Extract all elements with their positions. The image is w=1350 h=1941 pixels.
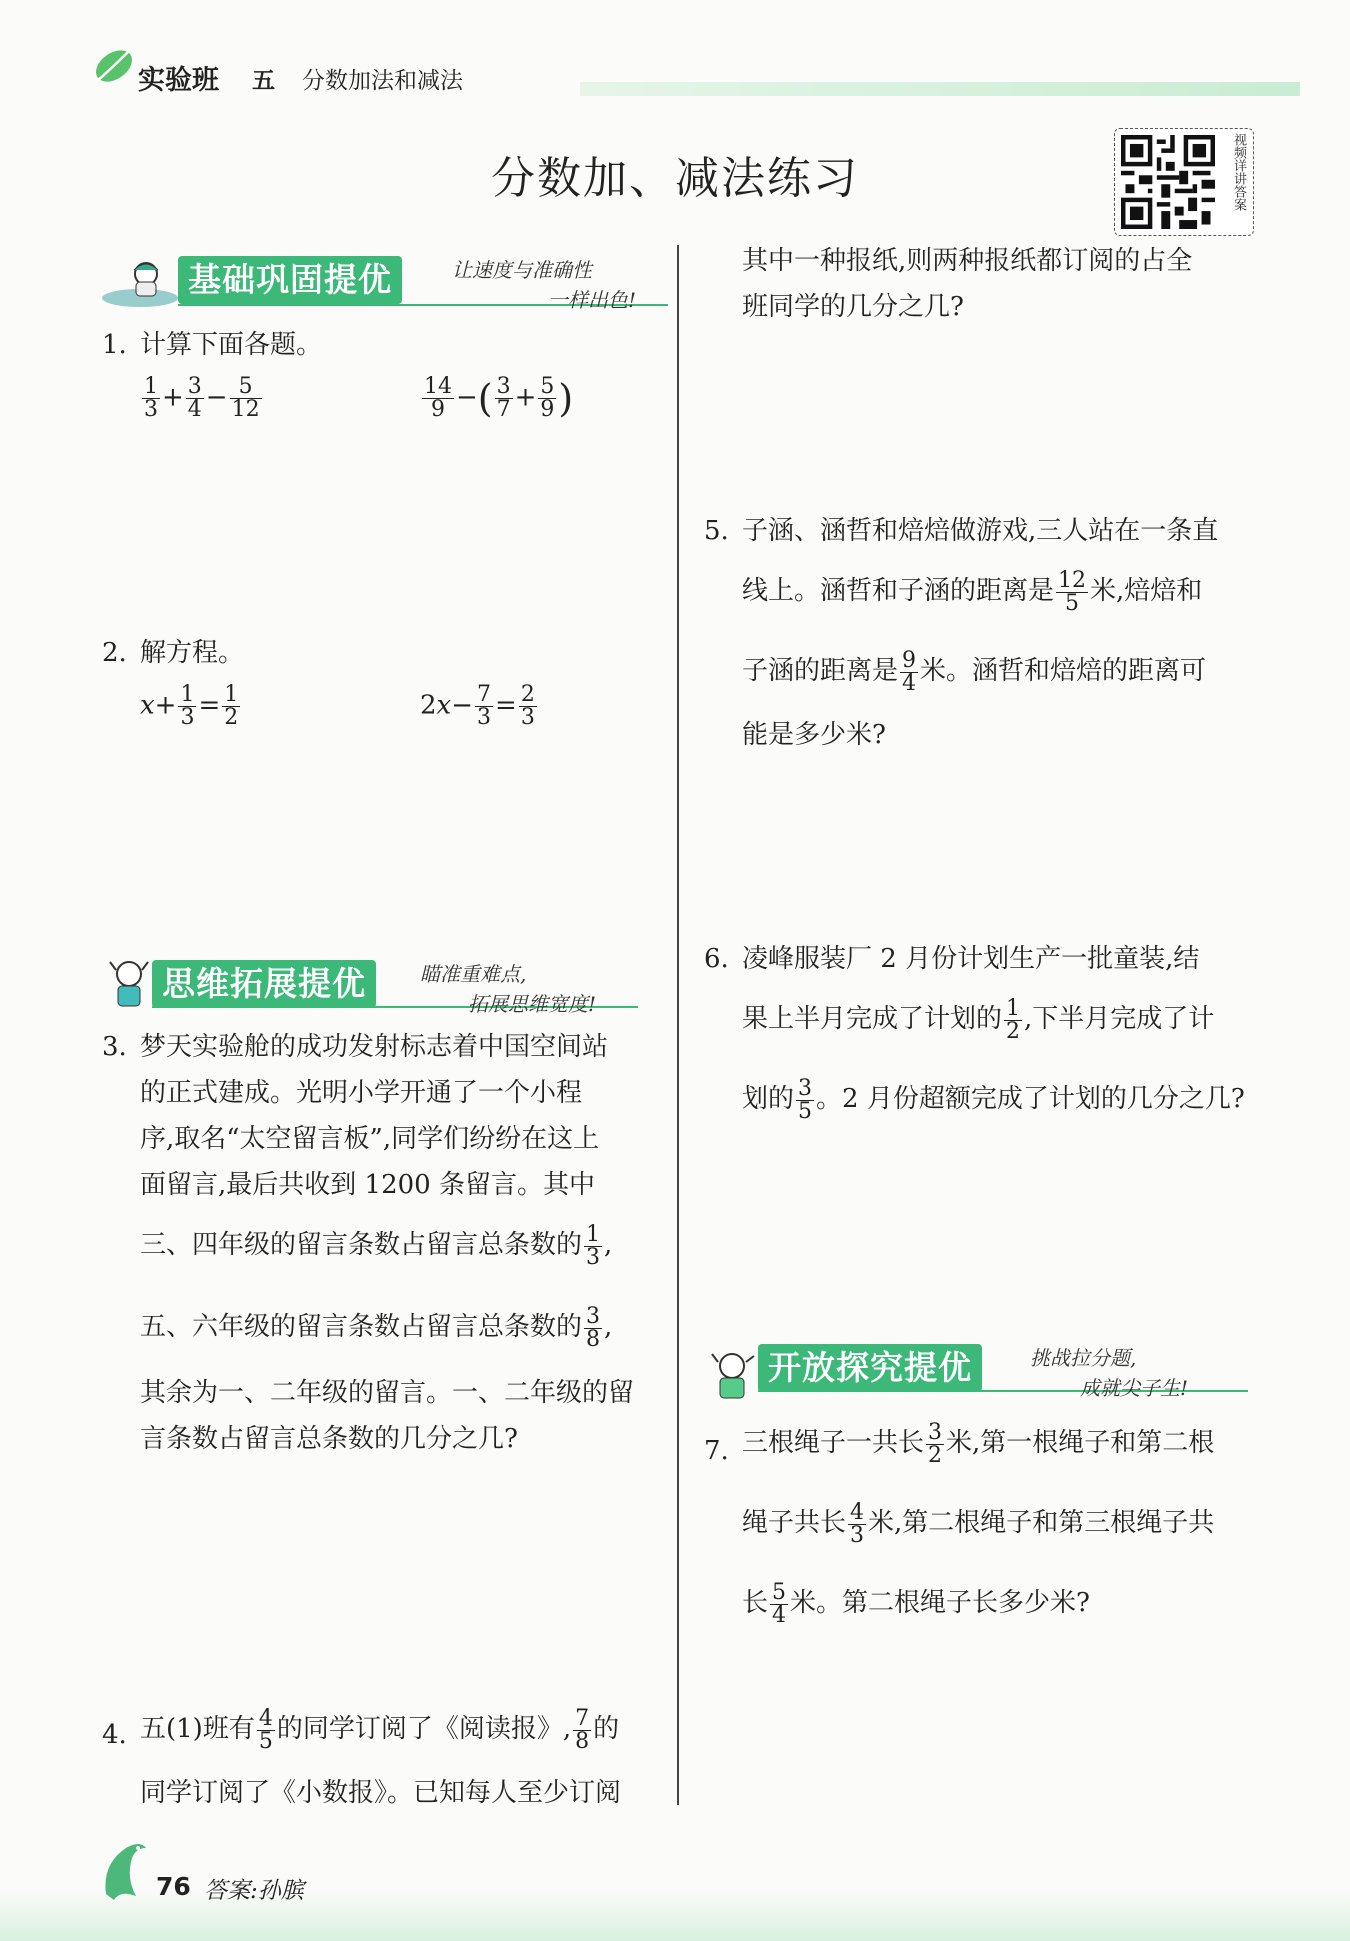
section-thinking-slogan-1: 瞄准重难点,	[420, 962, 527, 986]
q5-line-1: 子涵、涵哲和焙焙做游戏,三人站在一条直	[742, 516, 1219, 546]
q7-number: 7.	[704, 1436, 729, 1466]
q4-line-4: 班同学的几分之几?	[742, 292, 964, 322]
q2-equation-b: 2x− $\frac{7}{3}$ = $\frac{2}{3}$	[420, 682, 535, 730]
q6-line-2: 果上半月完成了计划的 $\frac{1}{2}$ ,下半月完成了计	[742, 995, 1215, 1044]
unit-number: 五	[252, 68, 275, 94]
q1-text: 计算下面各题。	[140, 330, 323, 360]
mascot-thinking-icon	[104, 958, 154, 1014]
page-title: 分数加、减法练习	[491, 153, 859, 204]
mascot-skateboard-icon	[100, 258, 180, 310]
q4-line-3: 其中一种报纸,则两种报纸都订阅的占全	[742, 246, 1193, 276]
q6-line-3: 划的 $\frac{3}{5}$ 。2 月份超额完成了计划的几分之几?	[742, 1075, 1245, 1124]
q5-line-4: 能是多少米?	[742, 720, 886, 750]
section-basic-label: 基础巩固提优	[178, 256, 402, 304]
section-thinking-label: 思维拓展提优	[152, 960, 376, 1008]
qr-block[interactable]	[1114, 128, 1254, 236]
q5-number: 5.	[704, 516, 729, 546]
q3-line-5: 三、四年级的留言条数占留言总条数的 $\frac{1}{3}$ ,	[140, 1221, 613, 1270]
q2-number: 2.	[102, 638, 127, 668]
q1-expression-b: $\frac{14}{9}$ −( $\frac{3}{7}$ + $\frac{5}{9}$ )	[424, 374, 574, 422]
section-basic-slogan-1: 让速度与准确性	[452, 258, 592, 282]
chapter-name: 分数加法和减法	[302, 68, 463, 94]
qr-code-icon[interactable]	[1121, 135, 1215, 229]
q6-number: 6.	[704, 944, 729, 974]
q5-line-3: 子涵的距离是 $\frac{9}{4}$ 米。涵哲和焙焙的距离可	[742, 647, 1207, 696]
q7-line-1: 三根绳子一共长 $\frac{3}{2}$ 米,第一根绳子和第二根	[742, 1419, 1215, 1468]
q3-line-1: 梦天实验舱的成功发射标志着中国空间站	[140, 1032, 609, 1062]
q7-line-3: 长 $\frac{5}{4}$ 米。第二根绳子长多少米?	[742, 1579, 1090, 1628]
q3-line-6: 五、六年级的留言条数占留言总条数的 $\frac{3}{8}$ ,	[140, 1303, 613, 1352]
mascot-explorer-icon	[704, 1348, 760, 1404]
q4-number: 4.	[102, 1720, 127, 1750]
q3-number: 3.	[102, 1032, 127, 1062]
section-open-slogan-1: 挑战拉分题,	[1030, 1346, 1137, 1370]
footer-credit: 答案:孙膑	[204, 1878, 304, 1904]
q3-line-2: 的正式建成。光明小学开通了一个小程	[140, 1078, 583, 1108]
q5-line-2: 线上。涵哲和子涵的距离是 $\frac{12}{5}$ 米,焙焙和	[742, 567, 1203, 616]
q4-line-1: 五(1)班有 $\frac{4}{5}$ 的同学订阅了《阅读报》, $\frac{7}{8}$ 的	[140, 1705, 620, 1754]
series-name: 实验班	[138, 65, 219, 96]
q3-line-8: 言条数占留言总条数的几分之几?	[140, 1424, 518, 1454]
section-thinking-slogan-2: 拓展思维宽度!	[468, 992, 597, 1016]
page-number: 76	[156, 1872, 191, 1901]
column-divider	[677, 245, 679, 1805]
q1-expression-a: $\frac{1}{3}$ + $\frac{3}{4}$ − $\frac{5}{12}$	[144, 374, 260, 422]
q7-line-2: 绳子共长 $\frac{4}{3}$ 米,第二根绳子和第三根绳子共	[742, 1499, 1215, 1548]
q2-equation-a: x+ $\frac{1}{3}$ = $\frac{1}{2}$	[140, 682, 239, 730]
q1-number: 1.	[102, 330, 127, 360]
q6-line-1: 凌峰服装厂 2 月份计划生产一批童装,结	[742, 944, 1200, 974]
dolphin-icon	[96, 1834, 152, 1906]
section-basic-slogan-2: 一样出色!	[548, 288, 637, 312]
leaf-logo-icon	[88, 44, 136, 88]
q3-line-4: 面留言,最后共收到 1200 条留言。其中	[140, 1170, 595, 1200]
section-open-slogan-2: 成就尖子生!	[1080, 1376, 1189, 1400]
q3-line-7: 其余为一、二年级的留言。一、二年级的留	[140, 1378, 635, 1408]
q3-line-3: 序,取名“太空留言板”,同学们纷纷在这上	[140, 1124, 600, 1154]
section-open-label: 开放探究提优	[758, 1344, 982, 1392]
q2-text: 解方程。	[140, 638, 245, 668]
qr-caption: 视频详讲答案	[1231, 133, 1246, 211]
header-band	[580, 82, 1300, 96]
q4-line-2: 同学订阅了《小数报》。已知每人至少订阅	[140, 1778, 622, 1808]
footer-band	[0, 1890, 1350, 1941]
